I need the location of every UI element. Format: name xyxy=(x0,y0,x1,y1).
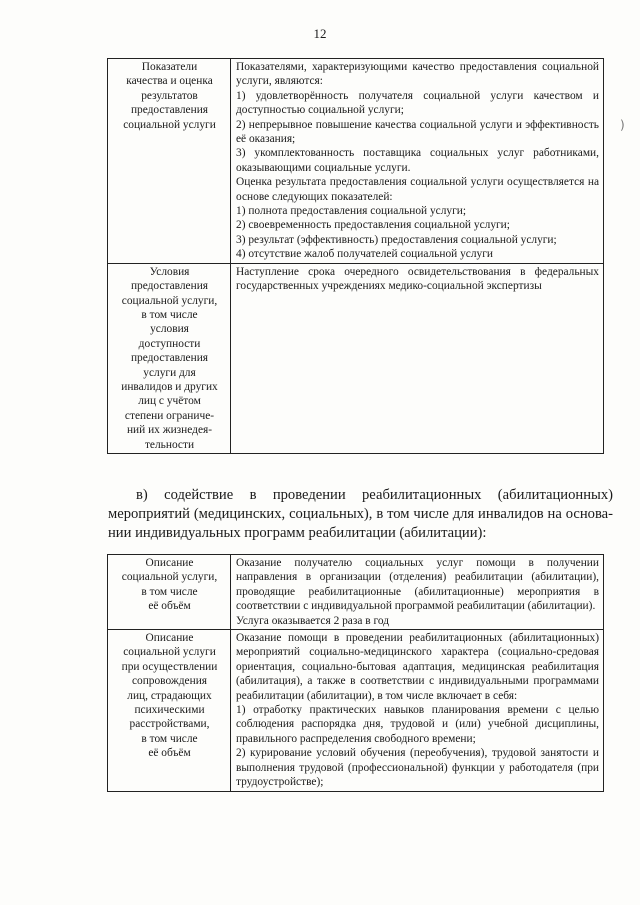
label-line: Показатели xyxy=(141,61,198,73)
table-row xyxy=(108,630,604,791)
label-line: предоставления xyxy=(130,104,209,117)
content-line: Оказание помощи в проведении реабилитационных (абилитационных) мероприятий социально-медицинского характера (социально-средовая ориентация, социально-бытовая адаптация, медицинская реабилитация (абилитация), а также в соответствии с индивидуальными программами реабилитации (абилитации), в том числе включает в себя: xyxy=(236,632,599,702)
content-line: Услуга оказывается 2 раза в год xyxy=(236,614,390,627)
label-line: Описание xyxy=(145,632,194,645)
content-line: 1) удовлетворённость получателя социальной услуги качеством и доступностью социальной услуги; xyxy=(236,89,599,117)
label-line: сопровождения xyxy=(131,675,208,688)
margin-mark: ) xyxy=(620,118,625,132)
label-line: в том числе xyxy=(141,585,198,598)
label-line: предоставления xyxy=(130,352,209,365)
label-line: социальной услуги xyxy=(123,118,216,131)
content-line: Показателями, характеризующими качество предоставления социальной услуги, являются: xyxy=(236,61,599,88)
label-line: лиц с учётом xyxy=(138,395,201,408)
label-line: её объём xyxy=(148,747,191,760)
content-line: 3) результат (эффективность) предоставления социальной услуги; xyxy=(236,233,557,246)
label-line: социальной услуги, xyxy=(121,294,218,307)
row-content-quality xyxy=(231,59,604,264)
paragraph-line: нии индивидуальных программ реабилитации (абилитации): xyxy=(108,525,487,541)
row-content-description xyxy=(231,555,604,630)
service-table-quality xyxy=(107,58,604,454)
content-line: 2) непрерывное повышение качества социальной услуги и эффективность её оказания; xyxy=(236,118,599,146)
table-row xyxy=(108,263,604,453)
label-line: инвалидов и других xyxy=(121,380,218,393)
content-line: 2) курирование условий обучения (переобучения), трудовой занятости и выполнения трудовой (профессиональной) функции у работодателя (при трудоустройстве); xyxy=(236,747,599,789)
table-row xyxy=(108,555,604,630)
label-line: доступности xyxy=(138,337,201,350)
table-row xyxy=(108,59,604,264)
section-paragraph xyxy=(108,486,613,543)
label-line: качества и оценка xyxy=(126,75,213,88)
label-line: лиц, страдающих xyxy=(127,689,212,702)
label-line: расстройствами, xyxy=(129,718,210,731)
row-content-conditions xyxy=(231,263,604,453)
content-line: 3) укомплектованность поставщика социальных услуг работниками, оказывающими социальные услуги. xyxy=(236,147,599,174)
label-line: в том числе xyxy=(141,308,198,321)
content-line: 1) полнота предоставления социальной услуги; xyxy=(236,205,467,218)
content-line: 1) отработку практических навыков планирования времени с целью соблюдения распорядка дня, трудовой и (или) учебной дисциплины, правильного распределения свободного времени; xyxy=(236,704,599,745)
label-line: степени ограниче- xyxy=(124,409,215,422)
paragraph-line: в) содействие в проведении реабилитационных (абилитационных) xyxy=(136,487,613,503)
label-line: при осуществлении xyxy=(121,660,218,673)
page-number: 12 xyxy=(313,26,327,41)
label-line: Условия xyxy=(149,265,190,278)
content-line: Оказание получателю социальных услуг помощи в получении направления в организации (отделения) реабилитации (абилитации), проводящие реабилитационные (абилитационные) мероприятия в соответствии с индивидуальной программой реабилитации (абилитации). xyxy=(236,557,599,613)
content-line: 2) своевременность предоставления социальной услуги; xyxy=(236,219,510,232)
paragraph-line: мероприятий (медицинских, социальных), в том числе для инвалидов на основа- xyxy=(108,506,613,522)
label-line: тельности xyxy=(144,438,195,451)
content-line: 4) отсутствие жалоб получателей социальной услуги xyxy=(236,248,494,261)
label-line: её объём xyxy=(148,600,191,613)
row-label-conditions xyxy=(108,263,231,453)
row-content-support-description xyxy=(231,630,604,791)
row-label-description xyxy=(108,555,231,630)
label-line: результатов xyxy=(141,89,198,102)
label-line: в том числе xyxy=(141,732,198,745)
row-label-support-description xyxy=(108,630,231,791)
content-line: Наступление срока очередного освидетельствования в федеральных государственных учреждениях медико-социальной экспертизы xyxy=(236,265,599,293)
content-line: Оценка результата предоставления социальной услуги осуществляется на основе следующих показателей: xyxy=(236,176,599,203)
row-label-quality xyxy=(108,59,231,264)
label-line: ний их жизнедея- xyxy=(126,424,213,437)
service-table-rehabilitation xyxy=(107,554,604,792)
label-line: социальной услуги, xyxy=(121,571,218,584)
label-line: предоставления xyxy=(130,280,209,293)
label-line: условия xyxy=(150,323,189,336)
label-line: психическими xyxy=(134,704,205,717)
label-line: Описание xyxy=(145,557,194,569)
label-line: услуги для xyxy=(143,366,196,379)
label-line: социальной услуги xyxy=(123,646,216,659)
